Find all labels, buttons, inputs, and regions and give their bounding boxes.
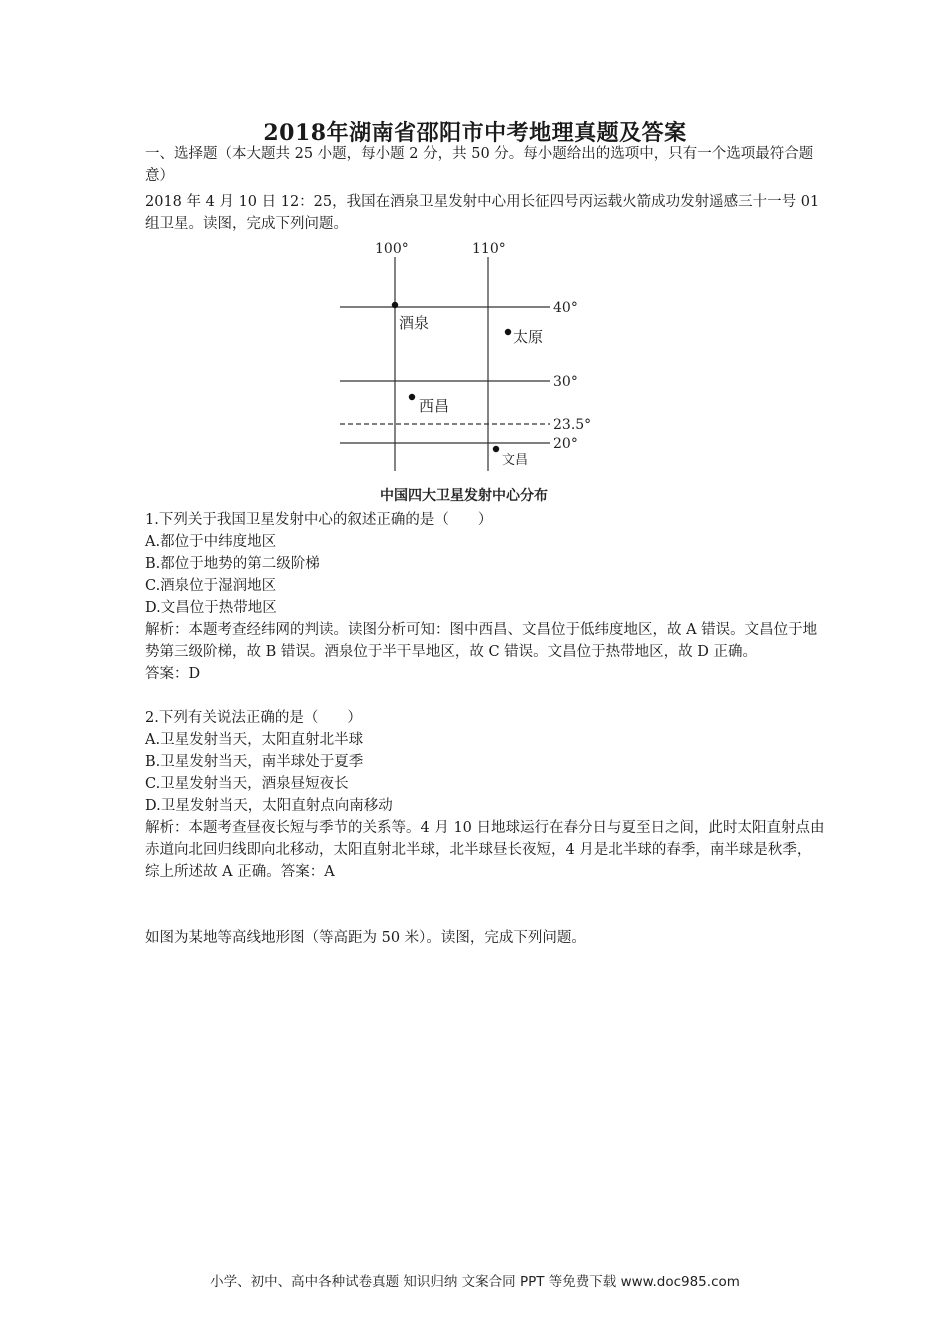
question-2-option-a: A.卫星发射当天，太阳直射北半球 — [145, 732, 364, 748]
latitude-label: 30° — [553, 374, 578, 390]
question-1-stem: 1.下列关于我国卫星发射中心的叙述正确的是（ ） — [145, 512, 493, 528]
question-intro: 2018 年 4 月 10 日 12：25，我国在酒泉卫星发射中心用长征四号丙运载火箭成功发射遥感三十一号 01 组卫星。读图，完成下列问题。 — [145, 194, 820, 232]
page-title: 2018年湖南省邵阳市中考地理真题及答案 — [263, 120, 687, 146]
question-1-option-d: D.文昌位于热带地区 — [145, 600, 277, 616]
question-2-option-c: C.卫星发射当天，酒泉昼短夜长 — [145, 776, 349, 792]
latitude-label: 23.5° — [553, 417, 592, 433]
site-label-xichang: 西昌 — [419, 397, 450, 415]
site-marker-taiyuan — [505, 329, 511, 335]
question-1-analysis: 解析：本题考查经纬网的判读。读图分析可知：图中西昌、文昌位于低纬度地区，故 A 错误。文昌位于地势第三级阶梯，故 B 错误。酒泉位于半干旱地区，故 C 错误。文昌位于热带地区，故 D 正确。 — [145, 622, 818, 660]
question-2-option-d: D.卫星发射当天，太阳直射点向南移动 — [145, 798, 393, 814]
question-2-stem: 2.下列有关说法正确的是（ ） — [145, 710, 362, 726]
site-label-jiuquan: 酒泉 — [399, 314, 430, 332]
question-1-option-c: C.酒泉位于湿润地区 — [145, 578, 277, 594]
latitude-label: 20° — [553, 436, 578, 452]
site-marker-jiuquan — [392, 302, 398, 308]
question-2-analysis: 解析：本题考查昼夜长短与季节的关系等。4 月 10 日地球运行在春分日与夏至日之间，此时太阳直射点由赤道向北回归线即向北移动，太阳直射北半球，北半球昼长夜短，4 月是北半球的春季，南半球是秋季，综上所述故 A 正确。答案：A — [145, 820, 825, 880]
section-heading: 一、选择题（本大题共 25 小题，每小题 2 分，共 50 分。每小题给出的选项中，只有一个选项最符合题意） — [145, 146, 814, 184]
latitude-label: 40° — [553, 300, 578, 316]
question-2-option-b: B.卫星发射当天，南半球处于夏季 — [145, 754, 364, 770]
map-caption: 中国四大卫星发射中心分布 — [380, 488, 548, 504]
question-1-option-b: B.都位于地势的第二级阶梯 — [145, 556, 320, 572]
longitude-label: 100° — [375, 241, 409, 257]
document-body — [145, 143, 825, 949]
question-1-answer: 答案：D — [145, 666, 201, 682]
next-question-intro: 如图为某地等高线地形图（等高距为 50 米）。读图，完成下列问题。 — [145, 930, 586, 946]
launch-center-map — [335, 239, 635, 509]
site-marker-wenchang — [493, 446, 499, 452]
longitude-label: 110° — [472, 241, 506, 257]
site-label-wenchang: 文昌 — [502, 453, 529, 468]
question-1-option-a: A.都位于中纬度地区 — [145, 534, 277, 550]
site-marker-xichang — [409, 394, 415, 400]
page-footer: 小学、初中、高中各种试卷真题 知识归纳 文案合同 PPT 等免费下载 www.doc985.com — [210, 1274, 740, 1290]
site-label-taiyuan: 太原 — [513, 328, 544, 346]
